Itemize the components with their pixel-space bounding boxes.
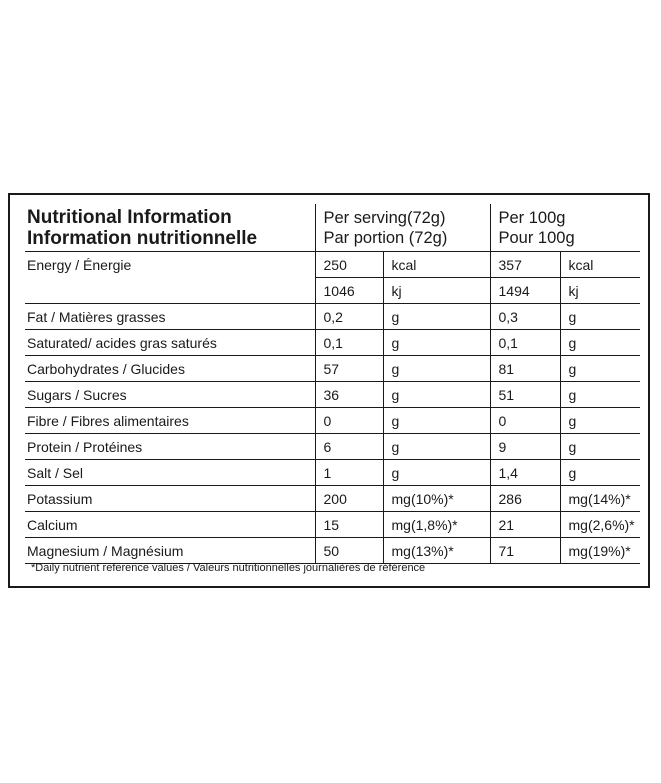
per-serving-value: 57 — [315, 356, 383, 382]
table-header-row — [25, 204, 640, 252]
table-row — [25, 486, 640, 512]
per-serving-value: 1 — [315, 460, 383, 486]
table-row — [25, 382, 640, 408]
per-100g-french: Pour 100g — [498, 228, 575, 247]
table-row — [25, 460, 640, 486]
per-serving-unit: g — [383, 356, 490, 382]
per-serving-unit: g — [383, 408, 490, 434]
per-serving-value: 1046 — [315, 278, 383, 304]
nutrient-label: Fibre / Fibres alimentaires — [25, 408, 315, 434]
per-serving-value: 200 — [315, 486, 383, 512]
nutrient-label: Salt / Sel — [25, 460, 315, 486]
nutrient-label: Sugars / Sucres — [25, 382, 315, 408]
per-100g-value: 286 — [490, 486, 560, 512]
per-serving-value: 250 — [315, 252, 383, 278]
title-french: Information nutritionnelle — [27, 227, 258, 249]
per-serving-value: 15 — [315, 512, 383, 538]
per-100g-value: 1494 — [490, 278, 560, 304]
per-100g-value: 0 — [490, 408, 560, 434]
per-serving-unit: kcal — [383, 252, 490, 278]
per-100g-value: 357 — [490, 252, 560, 278]
per-100g-unit: kj — [560, 278, 640, 304]
per-100g-unit: g — [560, 330, 640, 356]
per-100g-header — [490, 204, 640, 252]
per-100g-unit: g — [560, 408, 640, 434]
per-serving-value: 6 — [315, 434, 383, 460]
per-100g-value: 51 — [490, 382, 560, 408]
per-serving-unit: g — [383, 304, 490, 330]
table-row — [25, 252, 640, 278]
per-100g-unit: mg(19%)* — [560, 538, 640, 564]
nutrient-label: Fat / Matières grasses — [25, 304, 315, 330]
per-serving-header — [315, 204, 490, 252]
per-100g-english: Per 100g — [498, 208, 566, 227]
per-100g-value: 9 — [490, 434, 560, 460]
nutrient-label: Carbohydrates / Glucides — [25, 356, 315, 382]
per-100g-value: 21 — [490, 512, 560, 538]
table-row — [25, 538, 640, 564]
nutrient-label: Calcium — [25, 512, 315, 538]
table-row — [25, 278, 640, 304]
table-title — [25, 204, 315, 252]
per-serving-unit: kj — [383, 278, 490, 304]
per-100g-value: 0,3 — [490, 304, 560, 330]
per-serving-unit: mg(1,8%)* — [383, 512, 490, 538]
per-100g-value: 0,1 — [490, 330, 560, 356]
table-row — [25, 330, 640, 356]
per-100g-unit: kcal — [560, 252, 640, 278]
per-100g-unit: mg(14%)* — [560, 486, 640, 512]
per-100g-unit: g — [560, 356, 640, 382]
per-serving-value: 0,1 — [315, 330, 383, 356]
per-100g-value: 81 — [490, 356, 560, 382]
title-english: Nutritional Information — [27, 206, 232, 228]
nutrient-label: Energy / Énergie — [25, 252, 315, 278]
nutrient-label — [25, 278, 315, 304]
nutrient-label: Protein / Protéines — [25, 434, 315, 460]
per-serving-unit: mg(13%)* — [383, 538, 490, 564]
per-serving-unit: g — [383, 460, 490, 486]
nutrient-label: Saturated/ acides gras saturés — [25, 330, 315, 356]
footnote: *Daily nutrient reference values / Valeurs nutritionnelles journalières de référence — [31, 562, 426, 574]
per-serving-french: Par portion (72g) — [323, 228, 448, 247]
per-serving-unit: g — [383, 330, 490, 356]
per-serving-english: Per serving(72g) — [323, 208, 446, 227]
per-serving-value: 0 — [315, 408, 383, 434]
per-100g-value: 1,4 — [490, 460, 560, 486]
per-100g-unit: g — [560, 304, 640, 330]
table-row — [25, 356, 640, 382]
nutrition-panel — [8, 193, 650, 588]
per-serving-value: 36 — [315, 382, 383, 408]
nutrition-table — [25, 204, 640, 564]
table-row — [25, 434, 640, 460]
per-100g-unit: g — [560, 382, 640, 408]
per-serving-value: 50 — [315, 538, 383, 564]
nutrient-label: Potassium — [25, 486, 315, 512]
table-row — [25, 304, 640, 330]
per-100g-unit: g — [560, 434, 640, 460]
per-100g-unit: mg(2,6%)* — [560, 512, 640, 538]
table-row — [25, 512, 640, 538]
nutrient-label: Magnesium / Magnésium — [25, 538, 315, 564]
per-serving-unit: mg(10%)* — [383, 486, 490, 512]
table-row — [25, 408, 640, 434]
per-serving-unit: g — [383, 434, 490, 460]
per-serving-unit: g — [383, 382, 490, 408]
per-serving-value: 0,2 — [315, 304, 383, 330]
per-100g-value: 71 — [490, 538, 560, 564]
per-100g-unit: g — [560, 460, 640, 486]
